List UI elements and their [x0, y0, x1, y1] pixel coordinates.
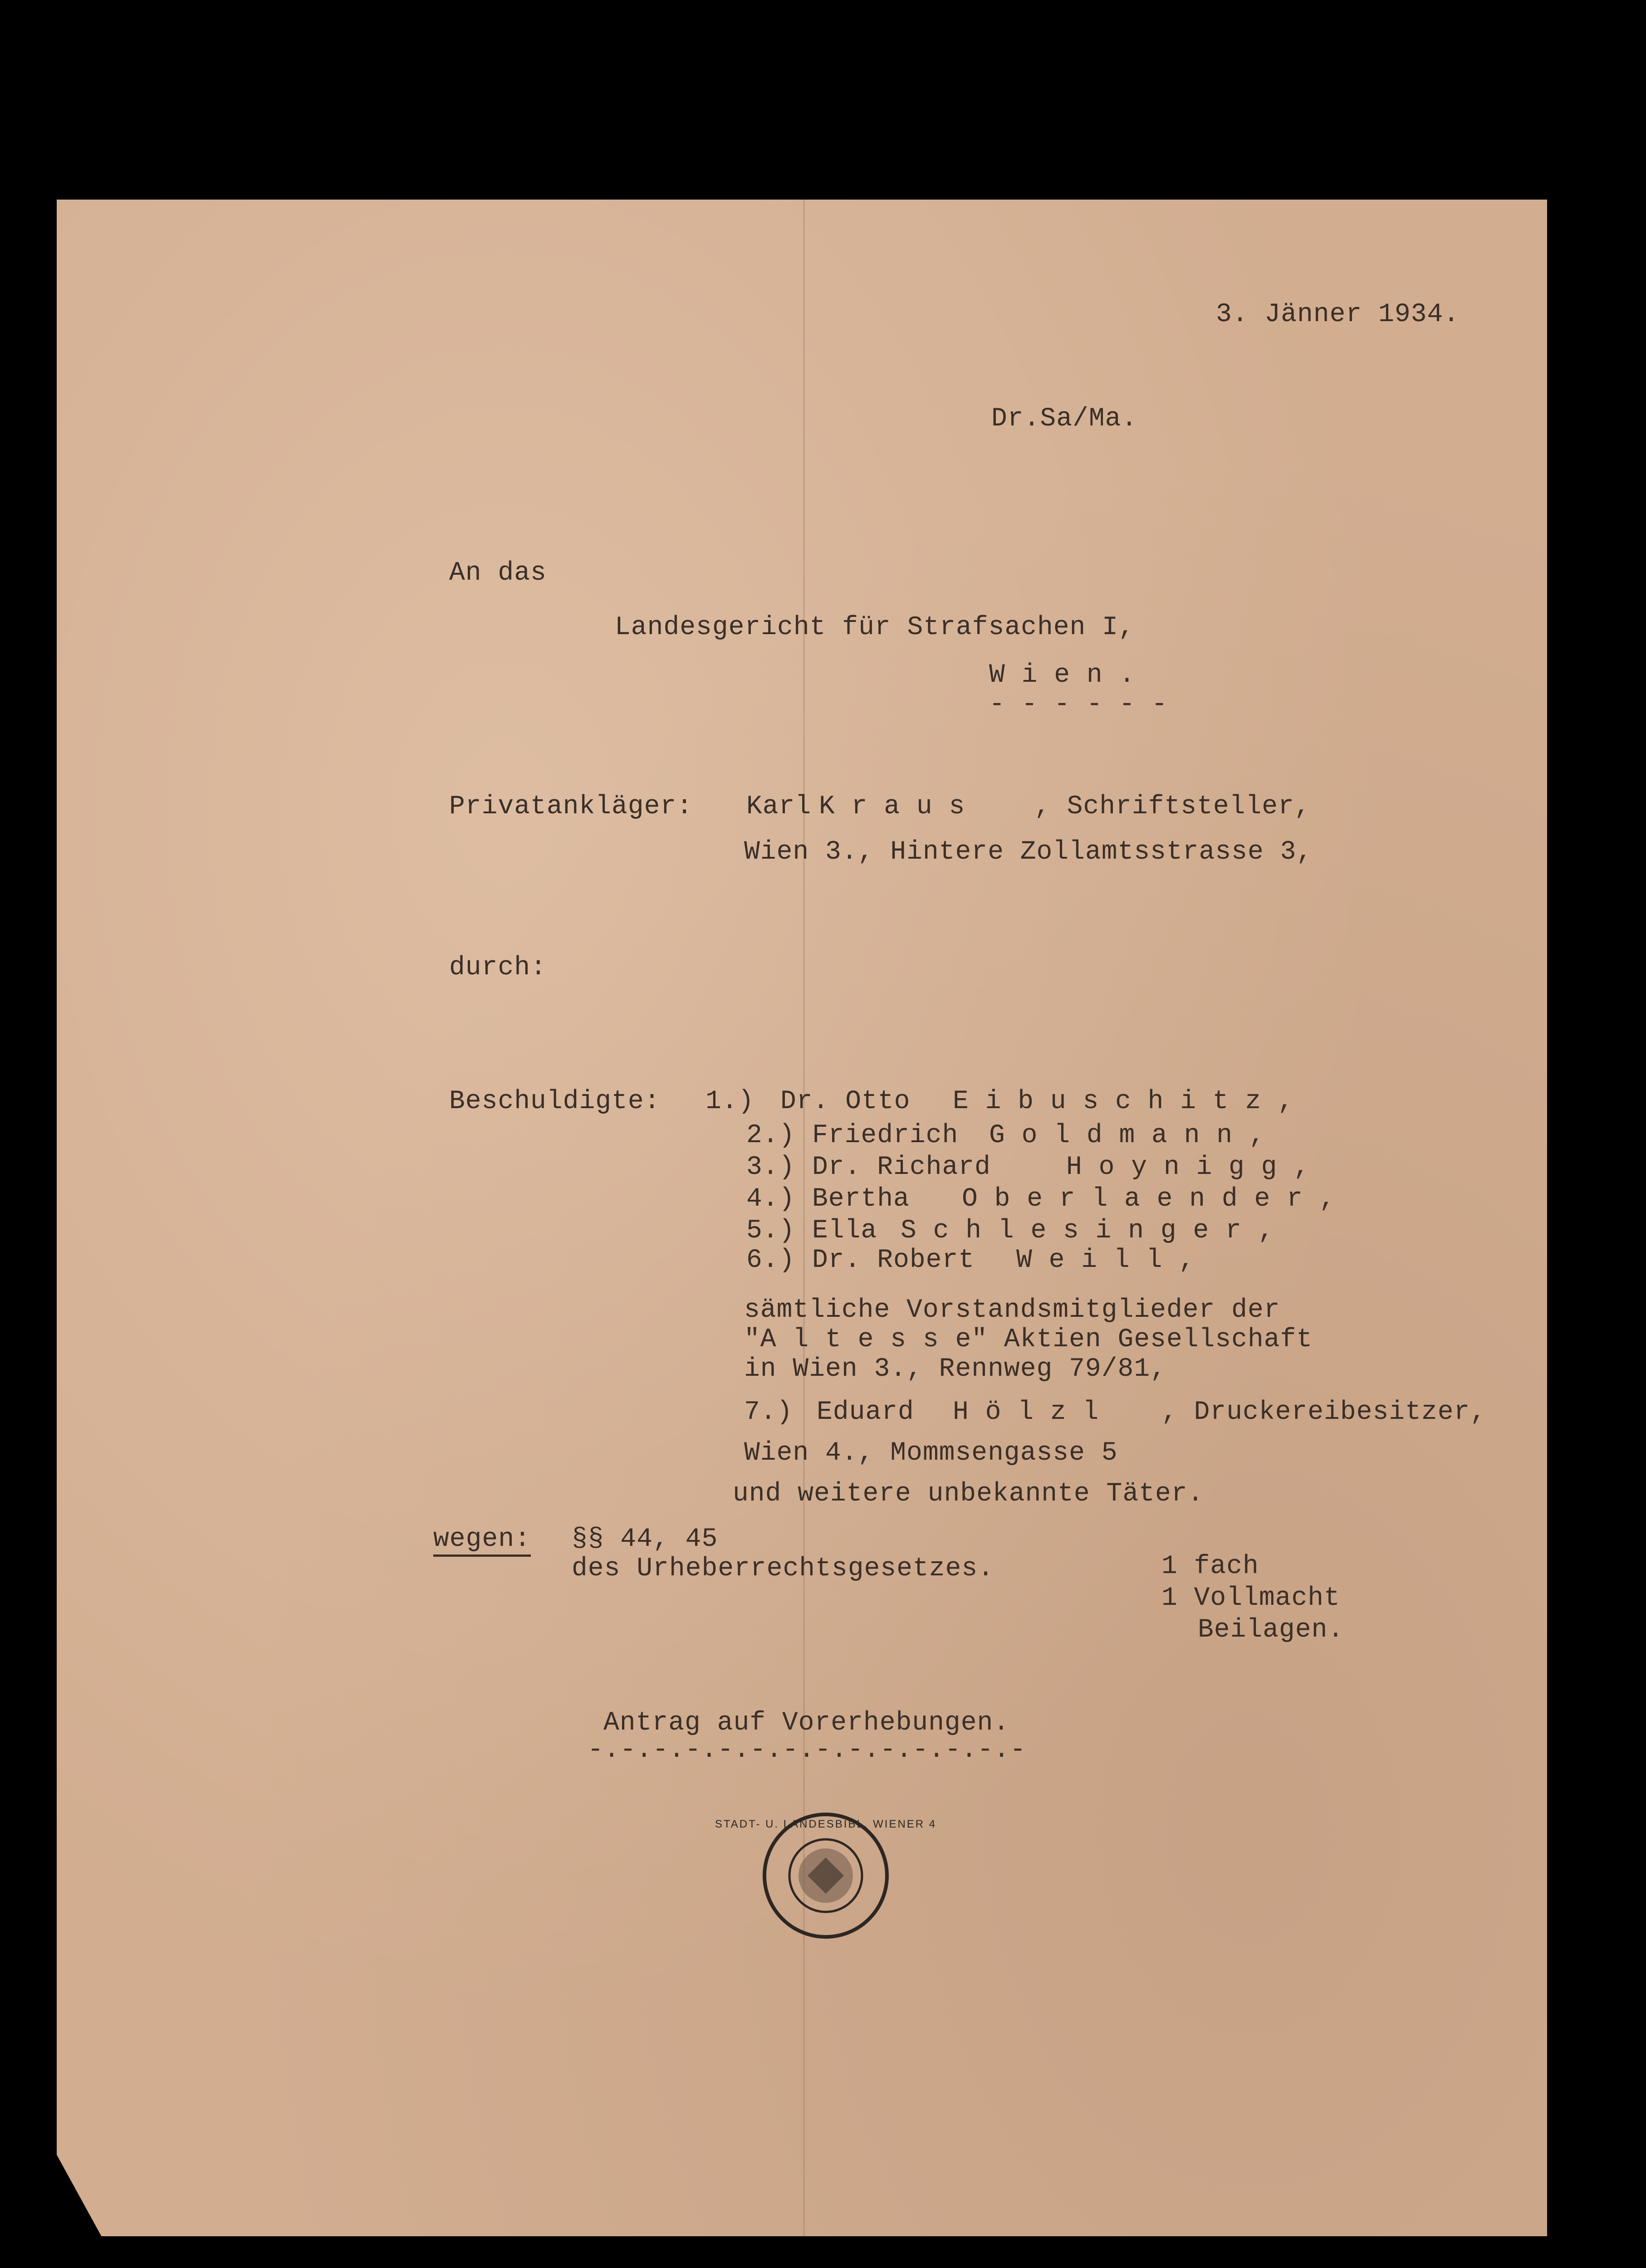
recipient-city: W i e n .: [989, 660, 1136, 690]
plaintiff-address: Wien 3., Hintere Zollamtsstrasse 3,: [744, 837, 1313, 867]
company-name: "A l t e s s e" Aktien Gesellschaft: [744, 1325, 1313, 1354]
unknown-perpetrators: und weitere unbekannte Täter.: [733, 1479, 1204, 1509]
accused-label: Beschuldigte:: [449, 1087, 661, 1116]
accused-6-num: 6.): [746, 1246, 795, 1275]
company-address: in Wien 3., Rennweg 79/81,: [744, 1354, 1166, 1384]
copyright-law: des Urheberrechtsgesetzes.: [572, 1554, 994, 1584]
motion-title: Antrag auf Vorerhebungen.: [603, 1708, 1010, 1738]
accused-3-num: 3.): [746, 1153, 795, 1182]
accused-1-first: Dr. Otto: [780, 1087, 911, 1116]
accused-3-first: Dr. Richard: [812, 1153, 991, 1182]
library-stamp: [715, 1808, 937, 1944]
accused-4-first: Bertha: [812, 1184, 910, 1214]
accused-3-last: H o y n i g g ,: [1066, 1153, 1310, 1182]
accused-7-address: Wien 4., Mommsengasse 5: [744, 1438, 1118, 1468]
legal-paragraphs: §§ 44, 45: [572, 1525, 718, 1554]
accused-2-last: G o l d m a n n ,: [989, 1121, 1265, 1150]
attachment-enclosures: Beilagen.: [1198, 1615, 1344, 1645]
stamp-text: STADT- U. LANDESBIBL. WIENER 4: [715, 1818, 937, 1830]
accused-6-last: W e i l l ,: [1016, 1246, 1195, 1275]
plaintiff-last-name: K r a u s: [819, 792, 965, 821]
accused-2-num: 2.): [746, 1121, 795, 1150]
recipient-city-underline: - - - - - -: [989, 690, 1168, 719]
board-members: sämtliche Vorstandsmitglieder der: [744, 1295, 1280, 1325]
accused-2-first: Friedrich: [812, 1121, 959, 1150]
letter-date: 3. Jänner 1934.: [1216, 300, 1460, 329]
accused-1-num: 1.): [705, 1087, 754, 1116]
motion-underline: -.-.-.-.-.-.-.-.-.-.-.-.-.-: [588, 1735, 1026, 1765]
accused-1-last: E i b u s c h i t z ,: [953, 1087, 1294, 1116]
accused-5-first: Ella: [812, 1216, 877, 1246]
wegen-label: wegen:: [433, 1526, 531, 1557]
accused-7-last: H ö l z l: [953, 1398, 1099, 1427]
durch-label: durch:: [449, 953, 547, 982]
attachment-power-of-attorney: 1 Vollmacht: [1161, 1584, 1340, 1613]
accused-7-occupation: , Druckereibesitzer,: [1161, 1398, 1487, 1427]
recipient-court: Landesgericht für Strafsachen I,: [615, 613, 1135, 642]
accused-4-last: O b e r l a e n d e r ,: [962, 1184, 1336, 1214]
plaintiff-first-name: Karl: [746, 792, 812, 821]
accused-7-first: Eduard: [817, 1398, 914, 1427]
accused-7-num: 7.): [744, 1398, 793, 1427]
reference-code: Dr.Sa/Ma.: [991, 404, 1138, 434]
accused-5-num: 5.): [746, 1216, 795, 1246]
plaintiff-label: Privatankläger:: [449, 792, 693, 821]
accused-6-first: Dr. Robert: [812, 1246, 975, 1275]
attachment-copies: 1 fach: [1161, 1552, 1259, 1581]
recipient-line: An das: [449, 558, 547, 588]
accused-5-last: S c h l e s i n g e r ,: [901, 1216, 1274, 1246]
accused-4-num: 4.): [746, 1184, 795, 1214]
plaintiff-occupation: , Schriftsteller,: [1034, 792, 1311, 821]
